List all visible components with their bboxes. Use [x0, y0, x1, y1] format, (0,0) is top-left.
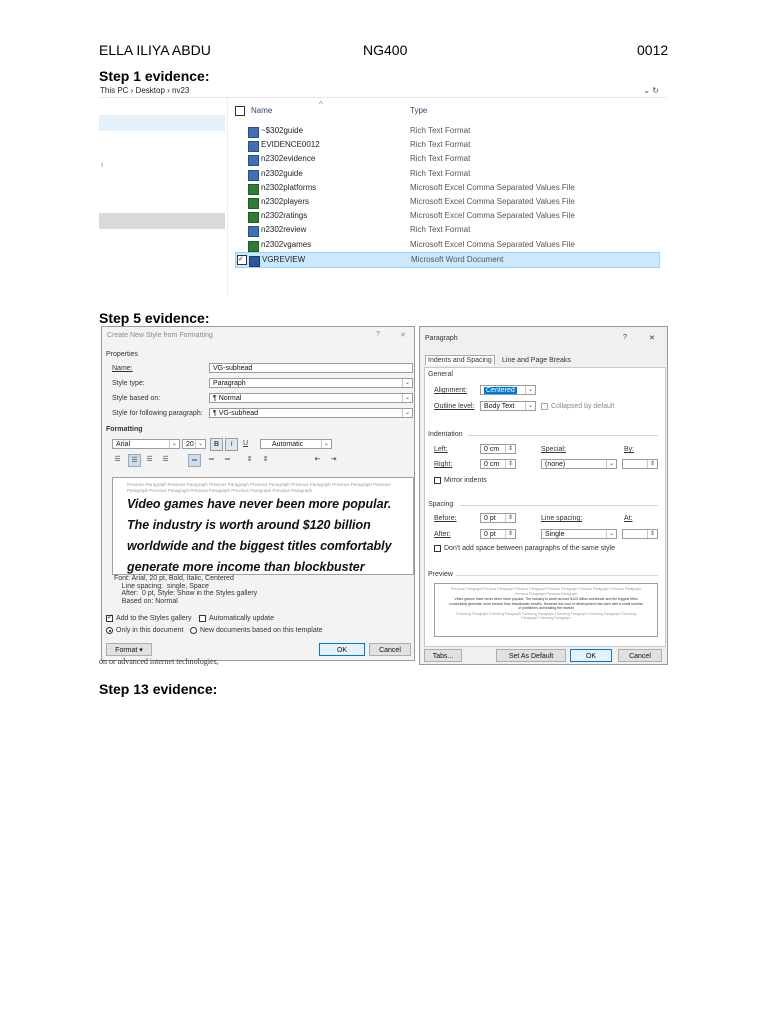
- chevron-down-icon: ⌄: [525, 402, 535, 410]
- help-button[interactable]: ?: [376, 331, 380, 338]
- file-name: n2302vgames: [261, 239, 312, 249]
- dont-add-space-checkbox[interactable]: [434, 545, 441, 552]
- file-row[interactable]: [235, 195, 658, 209]
- chevron-down-icon: ⌄: [195, 440, 205, 448]
- check-icon: ✓: [107, 614, 113, 621]
- chevron-down-icon: ⌄: [402, 379, 412, 387]
- alignment-label: Alignment:: [434, 387, 468, 394]
- file-row[interactable]: [235, 252, 660, 268]
- nav-pane-marker: ı: [101, 160, 104, 169]
- mirror-indents-label: Mirror indents: [444, 477, 487, 484]
- rtf-icon: [248, 226, 259, 237]
- space-after-input[interactable]: 0 pt ⇕: [480, 529, 516, 539]
- file-row[interactable]: [235, 124, 658, 138]
- only-doc-radio[interactable]: [106, 627, 113, 634]
- spinner-icon[interactable]: ⇕: [505, 460, 515, 468]
- spinner-icon[interactable]: ⇕: [647, 530, 657, 538]
- after-label: After:: [434, 531, 451, 538]
- font-select[interactable]: Arial ⌄: [112, 439, 180, 449]
- set-default-button[interactable]: Set As Default: [496, 649, 566, 662]
- font-color-select[interactable]: Automatic ⌄: [260, 439, 332, 449]
- chevron-down-icon: ⌄: [402, 394, 412, 402]
- file-name: EVIDENCE0012: [261, 140, 320, 150]
- alignment-select[interactable]: Centered ⌄: [480, 385, 536, 395]
- one-half-spacing-icon[interactable]: ═: [209, 456, 214, 463]
- only-doc-label: Only in this document: [116, 627, 184, 634]
- formatting-label: Formatting: [106, 426, 143, 433]
- line-spacing-label: Line spacing:: [541, 515, 583, 522]
- background-document-text: on or advanced internet technologies,: [99, 657, 219, 666]
- align-right-icon[interactable]: ☰: [146, 456, 153, 463]
- file-explorer-screenshot: [99, 84, 667, 296]
- file-name: n2302evidence: [261, 154, 316, 164]
- paragraph-dialog-title: Paragraph: [425, 335, 458, 342]
- radio-dot-icon: [109, 630, 111, 632]
- preview-text: Video games have never been more popular. The industry is worth around $120 billion worldwide and the biggest titles comfortably generate more income than blockbuster: [127, 497, 392, 574]
- auto-update-label: Automatically update: [209, 615, 274, 622]
- collapsed-label: Collapsed by default: [551, 403, 615, 410]
- ok-button[interactable]: OK: [319, 643, 365, 656]
- file-row[interactable]: [235, 209, 658, 223]
- excel-icon: [248, 184, 259, 195]
- font-size-select[interactable]: 20 ⌄: [182, 439, 206, 449]
- rtf-icon: [248, 141, 259, 152]
- single-spacing-icon[interactable]: ═: [188, 454, 201, 467]
- previous-paragraph-text: Previous Paragraph Previous Paragraph Previous Paragraph Previous Paragraph Previous Paragraph Previous Paragraph Previous Paragraph Previous Paragraph Previous Paragraph Previous Paragraph Previous Paragraph: [127, 482, 391, 493]
- based-on-label: Style based on:: [112, 395, 161, 402]
- spinner-icon[interactable]: ⇕: [647, 460, 657, 468]
- chevron-down-icon: ⌄: [606, 460, 616, 468]
- right-indent-input[interactable]: 0 cm ⇕: [480, 459, 516, 469]
- file-name: ~$302guide: [261, 126, 304, 135]
- nav-pane-selected[interactable]: [99, 115, 225, 131]
- file-name: n2302ratings: [261, 211, 308, 221]
- file-row[interactable]: [235, 138, 658, 152]
- rtf-icon: [248, 170, 259, 181]
- file-type: Rich Text Format: [410, 168, 471, 178]
- file-type: Microsoft Excel Comma Separated Values File: [410, 182, 575, 192]
- select-all-checkbox[interactable]: [235, 106, 245, 116]
- special-label: Special:: [541, 446, 566, 453]
- step1-heading: Step 1 evidence:: [99, 68, 210, 84]
- student-name: ELLA ILIYA ABDU: [99, 42, 211, 58]
- spinner-icon[interactable]: ⇕: [505, 514, 515, 522]
- centre-code: NG400: [363, 42, 408, 58]
- right-indent-label: Right:: [434, 461, 453, 468]
- address-bar[interactable]: [99, 84, 667, 98]
- spacing-heading: Spacing: [428, 501, 454, 508]
- file-type: Microsoft Excel Comma Separated Values File: [410, 239, 575, 249]
- chevron-down-icon: ⌄: [169, 440, 179, 448]
- rtf-icon: [248, 155, 259, 166]
- file-type: Rich Text Format: [410, 225, 471, 235]
- divider: [456, 575, 658, 576]
- paragraph-dialog: [419, 326, 668, 665]
- file-type: Microsoft Excel Comma Separated Values File: [410, 211, 575, 221]
- left-indent-label: Left:: [434, 446, 448, 453]
- close-button[interactable]: ✕: [400, 332, 406, 339]
- file-name: VGREVIEW: [262, 254, 306, 264]
- sort-arrow-icon: ^: [319, 100, 323, 109]
- nav-pane-item[interactable]: [99, 213, 225, 229]
- chevron-down-icon: ⌄: [321, 440, 331, 448]
- bold-button[interactable]: B: [210, 438, 223, 451]
- collapsed-checkbox[interactable]: [541, 403, 548, 410]
- file-name: n2302review: [261, 225, 307, 235]
- style-description: Font: Arial, 20 pt, Bold, Italic, Centered Line spacing: single, Space After: 0 pt, Style: Show in the Styles gallery Based on: Normal: [114, 575, 258, 605]
- style-type-label: Style type:: [112, 380, 145, 387]
- nav-divider: [227, 98, 228, 296]
- space-after-icon[interactable]: ⇕: [262, 456, 269, 463]
- by-label: By:: [624, 446, 635, 453]
- step13-heading: Step 13 evidence:: [99, 681, 218, 697]
- file-row[interactable]: [235, 167, 658, 181]
- dialog-title: Create New Style from Formatting: [107, 332, 213, 339]
- help-button[interactable]: ?: [623, 334, 627, 341]
- general-heading: General: [428, 371, 453, 378]
- file-type: Rich Text Format: [410, 154, 471, 164]
- excel-icon: [248, 198, 259, 209]
- file-type: Microsoft Excel Comma Separated Values File: [410, 197, 575, 206]
- chevron-down-icon: ⌄: [606, 530, 616, 538]
- underline-button[interactable]: U: [242, 440, 249, 447]
- space-before-input[interactable]: 0 pt ⇕: [480, 513, 516, 523]
- column-type[interactable]: Type: [410, 106, 428, 115]
- divider: [468, 435, 658, 436]
- preview-heading: Preview: [428, 571, 453, 578]
- dont-add-space-label: Don't add space between paragraphs of the same style: [444, 545, 615, 552]
- align-left-icon[interactable]: ☰: [114, 456, 121, 463]
- paragraph-preview-text: Video games have never been more popular. The industry is worth around $120 billion worldwide and the biggest titles comfortably generate more income than blockbuster movies. However the cost of development has risen with a small number of publishers dominating the market: [449, 597, 643, 610]
- mirror-indents-checkbox[interactable]: [434, 477, 441, 484]
- double-spacing-icon[interactable]: ═: [225, 456, 230, 463]
- column-name[interactable]: Name: [251, 106, 273, 115]
- chevron-down-icon: ⌄: [525, 386, 535, 394]
- chevron-down-icon: ⌄: [402, 409, 412, 417]
- candidate-number: 0012: [637, 42, 669, 58]
- tab-line-page-breaks[interactable]: Line and Page Breaks: [502, 357, 571, 364]
- tabs-button[interactable]: Tabs...: [424, 649, 462, 662]
- at-label: At:: [624, 515, 633, 522]
- cancel-button[interactable]: Cancel: [369, 643, 411, 656]
- justify-icon[interactable]: ☰: [162, 456, 169, 463]
- at-input[interactable]: [622, 529, 658, 539]
- line-spacing-select[interactable]: Single ⌄: [541, 529, 617, 539]
- indentation-heading: Indentation: [428, 431, 463, 438]
- spinner-icon[interactable]: ⇕: [505, 530, 515, 538]
- align-center-icon[interactable]: ☰: [128, 454, 141, 467]
- space-before-icon[interactable]: ⇕: [246, 456, 253, 463]
- file-name: n2302platforms: [261, 182, 317, 192]
- add-to-gallery-checkbox[interactable]: [106, 615, 113, 622]
- outline-level-select[interactable]: Body Text ⌄: [480, 401, 536, 411]
- following-label: Style for following paragraph:: [112, 410, 203, 417]
- based-on-select[interactable]: ¶ Normal ⌄: [209, 393, 413, 403]
- following-select[interactable]: ¶ VG-subhead ⌄: [209, 408, 413, 418]
- paragraph-preview-pane: [434, 583, 658, 637]
- by-input[interactable]: [622, 459, 658, 469]
- tab-indents-spacing[interactable]: Indents and Spacing: [425, 355, 495, 365]
- add-to-gallery-label: Add to the Styles gallery: [116, 615, 192, 622]
- new-docs-label: New documents based on this template: [200, 627, 323, 634]
- file-row[interactable]: [235, 181, 658, 195]
- cancel-button[interactable]: Cancel: [618, 649, 662, 662]
- special-select[interactable]: (none) ⌄: [541, 459, 617, 469]
- file-name: n2302players: [261, 197, 310, 206]
- new-docs-radio[interactable]: [190, 627, 197, 634]
- decrease-indent-icon[interactable]: ⇤: [314, 456, 321, 463]
- file-row[interactable]: [235, 223, 658, 237]
- excel-icon: [248, 241, 259, 252]
- previous-paragraph-text: Previous Paragraph Previous Paragraph Previous Paragraph Previous Paragraph Previous Paragraph Previous Paragraph Previous Paragraph Previous Paragraph: [450, 587, 642, 596]
- excel-icon: [248, 212, 259, 223]
- outline-level-label: Outline level:: [434, 403, 475, 410]
- refresh-icon[interactable]: ⌄ ↻: [643, 86, 659, 95]
- following-paragraph-text: Following Paragraph Following Paragraph Following Paragraph Following Paragraph Following Paragraph Following Paragraph Following Paragraph: [455, 611, 637, 620]
- properties-label: Properties: [106, 351, 138, 358]
- breadcrumb[interactable]: This PC › Desktop › nv23: [100, 86, 190, 95]
- style-type-select[interactable]: Paragraph ⌄: [209, 378, 413, 388]
- row-checkbox[interactable]: ✓: [237, 255, 247, 265]
- style-preview-pane: [112, 477, 414, 575]
- style-name-input[interactable]: VG-subhead: [209, 363, 413, 373]
- ok-button[interactable]: OK: [570, 649, 612, 662]
- close-button[interactable]: ✕: [649, 335, 655, 342]
- create-style-dialog: [101, 326, 415, 661]
- divider: [460, 505, 658, 506]
- file-type: Rich Text Format: [410, 140, 471, 150]
- increase-indent-icon[interactable]: ⇥: [330, 456, 337, 463]
- rtf-icon: [248, 127, 259, 138]
- italic-button[interactable]: I: [225, 438, 238, 451]
- step5-heading: Step 5 evidence:: [99, 310, 210, 326]
- left-indent-input[interactable]: 0 cm ⇕: [480, 444, 516, 454]
- file-row[interactable]: [235, 238, 658, 252]
- file-row[interactable]: [235, 152, 658, 166]
- format-button[interactable]: Format ▾: [106, 643, 152, 656]
- auto-update-checkbox[interactable]: [199, 615, 206, 622]
- file-name: n2302guide: [261, 168, 303, 178]
- spinner-icon[interactable]: ⇕: [505, 445, 515, 453]
- file-type: Microsoft Word Document: [411, 254, 504, 264]
- before-label: Before:: [434, 515, 457, 522]
- name-label: Name:: [112, 365, 133, 372]
- file-type: Rich Text Format: [410, 126, 471, 135]
- word-icon: [249, 256, 260, 267]
